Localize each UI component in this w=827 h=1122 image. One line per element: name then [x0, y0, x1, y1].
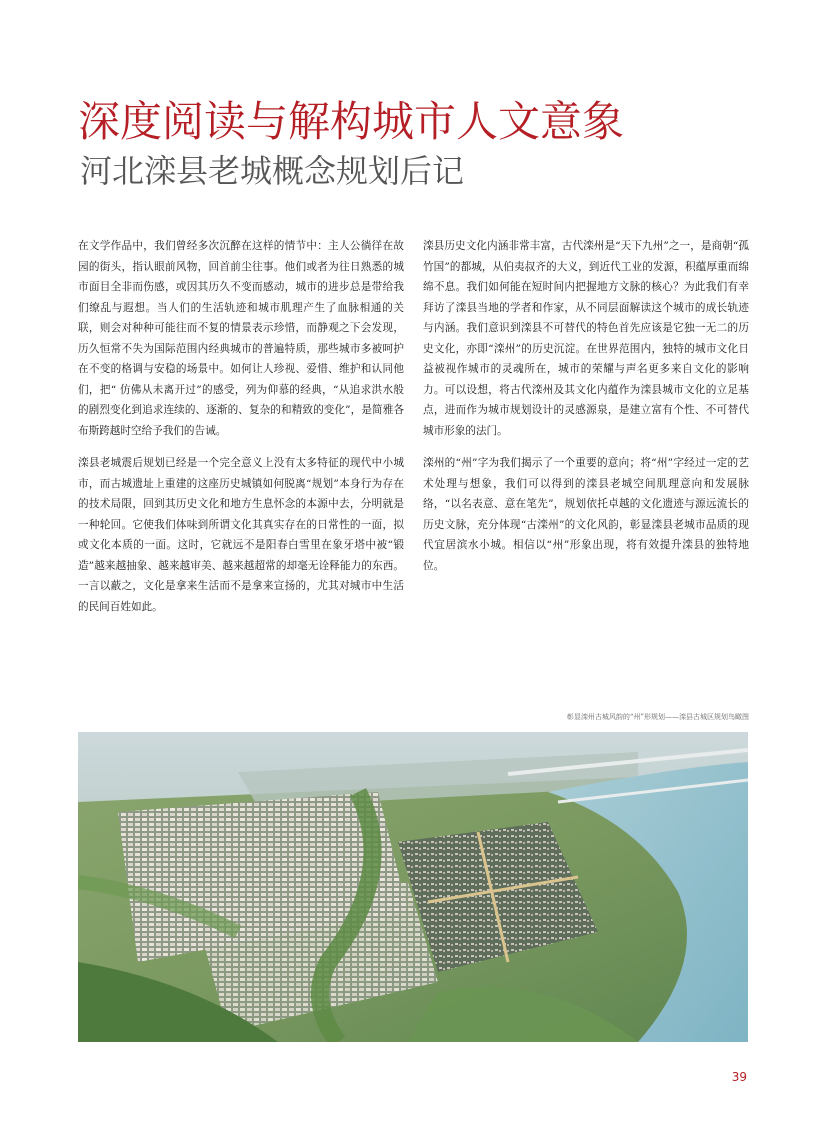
right-column-paragraph-2	[423, 453, 749, 576]
paragraph-text: 滦州的“州”字为我们揭示了一个重要的意向；将“州”字经过一定的艺术处理与想象，我们可以得到的滦县老城空间肌理意向和发展脉络，“以名表意、意在笔先”，规划依托卓越的文化遗迹与源远流长的历史文脉，充分体现“古滦州”的文化风韵，彰显滦县老城市品质的现代宜居滨水小城。相信以“州”形象出现，将有效提升滦县的独特地位。	[423, 457, 749, 572]
article-subtitle: 河北滦县老城概念规划后记	[80, 152, 465, 190]
paragraph-text: 滦县历史文化内涵非常丰富，古代滦州是“天下九州”之一，是商朝“孤竹国”的都城，从伯夷叔齐的大义，到近代工业的发源，积蕴厚重而绵绵不息。我们如何能在短时间内把握地方文脉的核心？为此我们有幸拜访了滦县当地的学者和作家，从不同层面解读这个城市的成长轨迹与内涵。我们意识到滦县不可替代的特色首先应该是它独一无二的历史文化，亦即“滦州”的历史沉淀。在世界范围内，独特的城市文化日益被视作城市的灵魂所在，城市的荣耀与声名更多来自文化的影响力。可以设想，将古代滦州及其文化内蕴作为滦县城市文化的立足基点，进而作为城市规划设计的灵感源泉，是建立富有个性、不可替代城市形象的法门。	[423, 240, 749, 437]
right-column-paragraph-1	[423, 236, 749, 441]
left-column-paragraph-2	[78, 453, 404, 617]
paragraph-text: 在文学作品中，我们曾经多次沉醉在这样的情节中：主人公徜徉在故园的街头，指认眼前风物，回首前尘往事。他们或者为往日熟悉的城市面目全非而伤感，或因其历久不变而感动，城市的进步总是带给我们缭乱与遐想。当人们的生活轨迹和城市肌理产生了血脉相通的关联，则会对种种可能往而不复的情景表示珍惜，而静观之下会发现，历久恒常不失为国际范围内经典城市的普遍特质，那些城市多被呵护在不变的格调与安稳的场景中。如何让人珍视、爱惜、维护和认同他们，把“ 仿佛从未离开过”的感受，列为仰慕的经典，“从追求洪水般的剧烈变化到追求连续的、逐渐的、复杂的和精致的变化”，是简雅各布斯跨越时空给予我们的告诫。	[78, 240, 404, 437]
aerial-illustration	[78, 732, 748, 1042]
left-column-paragraph-1	[78, 236, 404, 441]
paragraph-text: 滦县老城震后规划已经是一个完全意义上没有太多特征的现代中小城市，而古城遗址上重建的这座历史城镇如何脱离“规划”本身行为存在的技术局限，回到其历史文化和地方生息怀念的本源中去，分明就是一种轮回。它使我们体味到所谓文化其真实存在的日常性的一面，拟或文化本质的一面。这时，它就远不是阳春白雪里在象牙塔中被“锻造”越来越抽象、越来越审美、越来越超常的却毫无诠释能力的东西。一言以蔽之，文化是拿来生活而不是拿来宣扬的，尤其对城市中生活的民间百姓如此。	[78, 457, 404, 613]
aerial-city-image	[78, 732, 748, 1042]
page-number: 39	[731, 1070, 747, 1084]
figure-caption: 彰显滦州古城风韵的“州”形规划——滦县古城区规划鸟瞰图	[566, 713, 749, 721]
article-title: 深度阅读与解构城市人文意象	[78, 97, 625, 146]
